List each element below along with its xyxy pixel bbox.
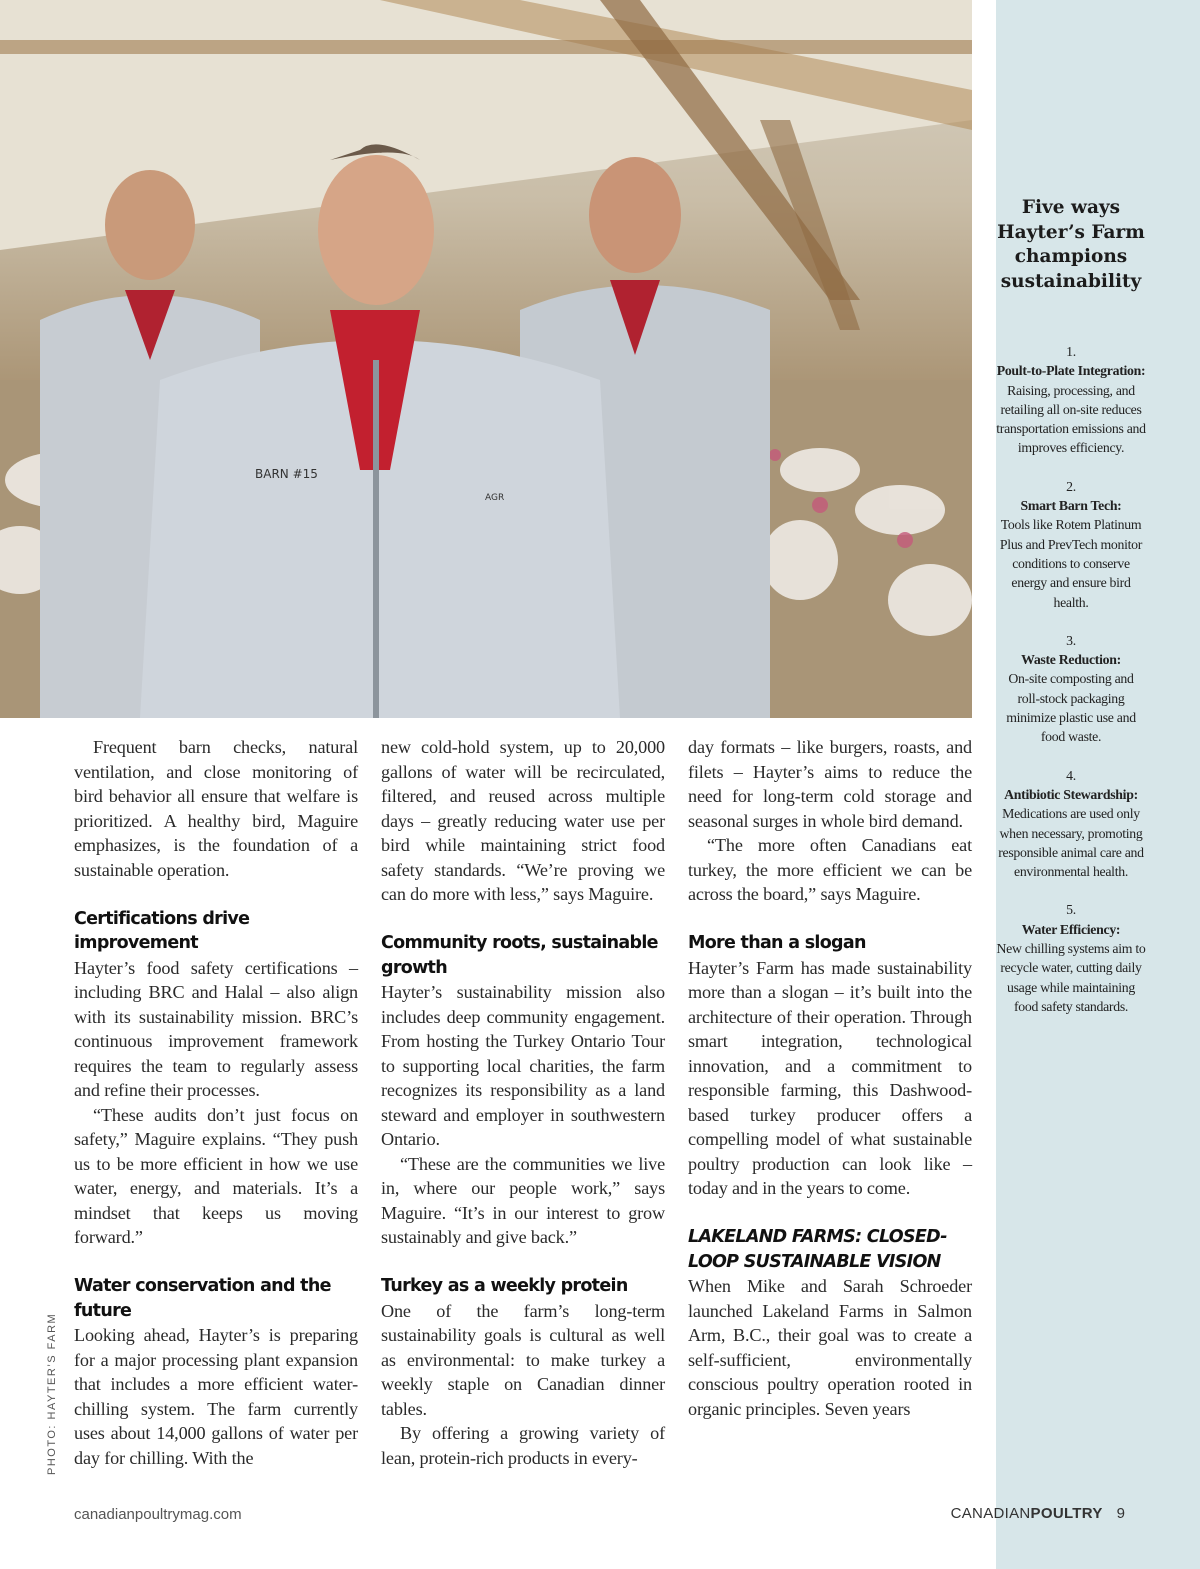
sidebar-item [996, 477, 1146, 612]
article-column-1 [74, 735, 358, 1470]
sidebar-list [996, 342, 1146, 1035]
item-number: 3. [1066, 632, 1076, 648]
paragraph: “The more often Canadians eat turkey, the more efficient we can be across the board,” says Maguire. [688, 835, 972, 904]
item-text: On-site composting and roll-stock packaging minimize plastic use and food waste. [1006, 671, 1136, 745]
paragraph: Frequent barn checks, natural ventilation, and close monitoring of bird behavior all ensure that welfare is prioritized. A healthy bird, Maguire emphasizes, is the foundation of a sustainable operation. [74, 737, 358, 880]
item-heading: Poult-to-Plate Integration: [996, 363, 1146, 379]
item-number: 1. [1066, 344, 1076, 359]
section-heading-lakeland: LAKELAND FARMS: CLOSED-LOOP SUSTAINABLE VISION [688, 1227, 947, 1272]
sidebar-item [996, 631, 1146, 747]
paragraph: “These audits don’t just focus on safety,” Maguire explains. “They push us to be more efficient in how we use water, energy, and materials. It’s a mindset that keeps us moving forward.” [74, 1104, 358, 1247]
item-number: 5. [1066, 902, 1076, 918]
paragraph: Hayter’s Farm has made sustainability more than a slogan – it’s built into the architecture of their operation. Through smart integration, technological innovation, and a commitment to responsible farming, this Dashwood-based turkey producer offers a compelling model of what sustainable poultry production can look like – today and in the years to come. [688, 957, 972, 1198]
feature-photo [0, 0, 972, 718]
item-text: Tools like Rotem Platinum Plus and PrevTech monitor conditions to conserve energy and ensure bird health. [999, 517, 1143, 610]
item-number: 2. [1066, 478, 1076, 494]
paragraph: Looking ahead, Hayter’s is preparing for a major processing plant expansion that includes a more efficient water-chilling system. The farm currently uses about 14,000 gallons of water per day for chilling. With the [74, 1325, 358, 1468]
paragraph: Hayter’s sustainability mission also includes deep community engagement. From hosting the Turkey Ontario Tour to supporting local charities, the farm recognizes its responsibility as a land steward and employer in southwestern Ontario. [381, 982, 665, 1149]
paragraph: When Mike and Sarah Schroeder launched Lakeland Farms in Salmon Arm, B.C., their goal was to create a self-sufficient, environmentally conscious poultry operation rooted in organic principles. Seven years [688, 1276, 972, 1419]
item-number: 4. [1066, 767, 1076, 783]
paragraph: Hayter’s food safety certifications – including BRC and Halal – also align with its sustainability mission. BRC’s continuous improvement framework requires the team to regularly assess and refine their processes. [74, 957, 358, 1100]
sidebar-item [996, 900, 1146, 1016]
photo-credit: PHOTO: HAYTER’S FARM [46, 1312, 58, 1475]
section-heading: Water conservation and the future [74, 1276, 331, 1321]
sidebar-item [996, 342, 1146, 458]
item-text: Raising, processing, and retailing all on-site reduces transportation emissions and improves efficiency. [996, 382, 1146, 456]
paragraph: One of the farm’s long-term sustainability goals is cultural as well as environmental: to make turkey a weekly staple on Canadian dinner tables. [381, 1300, 665, 1419]
sidebar-item [996, 766, 1146, 882]
item-text: New chilling systems aim to recycle water, cutting daily usage while maintaining food safety standards. [996, 941, 1146, 1014]
article-column-2 [381, 735, 665, 1470]
footer-url[interactable]: canadianpoultrymag.com [74, 1506, 242, 1523]
item-heading: Smart Barn Tech: [1020, 498, 1122, 514]
paragraph: new cold-hold system, up to 20,000 gallons of water will be recirculated, filtered, and reused across multiple days – greatly reducing water use per bird while maintaining strict food safety standards. “We’re proving we can do more with less,” says Maguire. [381, 737, 665, 904]
farmers-photo-icon [0, 0, 972, 718]
section-heading: Certifications drive improvement [74, 908, 250, 953]
article-column-3 [688, 735, 972, 1421]
magazine-name-bold: POULTRY [1030, 1505, 1103, 1522]
sidebar-title: Five ways Hayter’s Farm champions sustainability [997, 197, 1145, 292]
paragraph: day formats – like burgers, roasts, and filets – Hayter’s aims to reduce the need for long-term cold storage and seasonal surges in whole bird demand. [688, 737, 972, 831]
item-heading: Water Efficiency: [1021, 921, 1121, 937]
item-heading: Waste Reduction: [1021, 652, 1121, 668]
item-heading: Antibiotic Stewardship: [1004, 786, 1138, 802]
section-heading: Turkey as a weekly protein [381, 1276, 628, 1296]
page-number: 9 [1116, 1505, 1125, 1522]
sidebar [996, 0, 1200, 1569]
magazine-name-light: CANADIAN [950, 1505, 1031, 1522]
paragraph: “These are the communities we live in, where our people work,” says Maguire. “It’s in our interest to grow sustainably and give back.” [381, 1153, 665, 1247]
shirt-label-right: AGR [485, 493, 505, 503]
footer-masthead [951, 1505, 1125, 1522]
section-heading: More than a slogan [688, 933, 866, 953]
section-heading: Community roots, sustainable growth [381, 933, 658, 978]
shirt-label-left: BARN #15 [255, 467, 318, 481]
paragraph: By offering a growing variety of lean, protein-rich products in every- [381, 1423, 665, 1468]
item-text: Medications are used only when necessary, promoting responsible animal care and environmental health. [998, 806, 1144, 880]
